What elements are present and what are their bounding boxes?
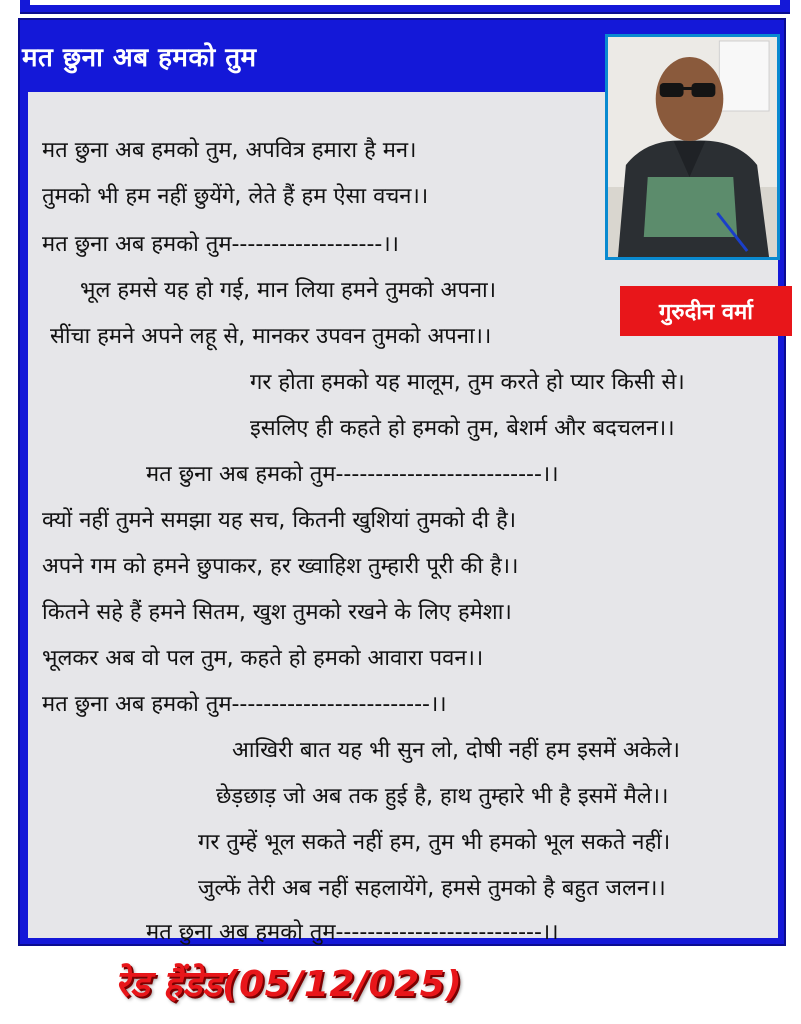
poem-line: कितने सहे हैं हमने सितम, खुश तुमको रखने के लिए हमेशा। [42,600,512,625]
author-name-badge [620,286,792,336]
poem-line: भूलकर अब वो पल तुम, कहते हो हमको आवारा पवन।। [42,646,484,671]
poem-line: गर तुम्हें भूल सकते नहीं हम, तुम भी हमको भूल सकते नहीं। [198,830,671,855]
poem-line: मत छुना अब हमको तुम--------------------------।। [146,920,559,945]
poem-line: जुल्फें तेरी अब नहीं सहलायेंगे, हमसे तुमको है बहुत जलन।। [198,876,666,901]
poem-line: भूल हमसे यह हो गई, मान लिया हमने तुमको अपना। [80,278,497,303]
poem-line: मत छुना अब हमको तुम-------------------------।। [42,692,447,717]
poem-line: छेड़छाड़ जो अब तक हुई है, हाथ तुम्हारे भी है इसमें मैले।। [216,784,669,809]
poem-line: क्यों नहीं तुमने समझा यह सच, कितनी खुशियां तुमको दी है। [42,508,517,533]
poem-line: सींचा हमने अपने लहू से, मानकर उपवन तुमको अपना।। [50,324,492,349]
title-bar [20,28,622,84]
poem-line: इसलिए ही कहते हो हमको तुम, बेशर्म और बदचलन।। [250,416,675,441]
top-frame-strip [20,0,790,14]
author-photo [605,34,780,260]
person-icon [608,37,777,257]
poem-line: मत छुना अब हमको तुम, अपवित्र हमारा है मन। [42,138,417,163]
poem-line: गर होता हमको यह मालूम, तुम करते हो प्यार किसी से। [250,370,685,395]
author-name: गुरुदीन वर्मा [659,300,753,325]
poem-line: मत छुना अब हमको तुम-------------------।। [42,232,400,257]
poem-line: आखिरी बात यह भी सुन लो, दोषी नहीं हम इसमें अकेले। [232,738,680,763]
poem-line: मत छुना अब हमको तुम--------------------------।। [146,462,559,487]
poem-line: तुमको भी हम नहीं छुयेंगे, लेते हैं हम ऐसा वचन।। [42,184,429,209]
poem-card [18,18,786,946]
footer-caption: रेड हैंडेड(05/12/025) [115,964,463,1005]
poem-title: मत छुना अब हमको तुम [22,43,257,73]
poem-line: अपने गम को हमने छुपाकर, हर ख्वाहिश तुम्हारी पूरी की है।। [42,554,519,579]
